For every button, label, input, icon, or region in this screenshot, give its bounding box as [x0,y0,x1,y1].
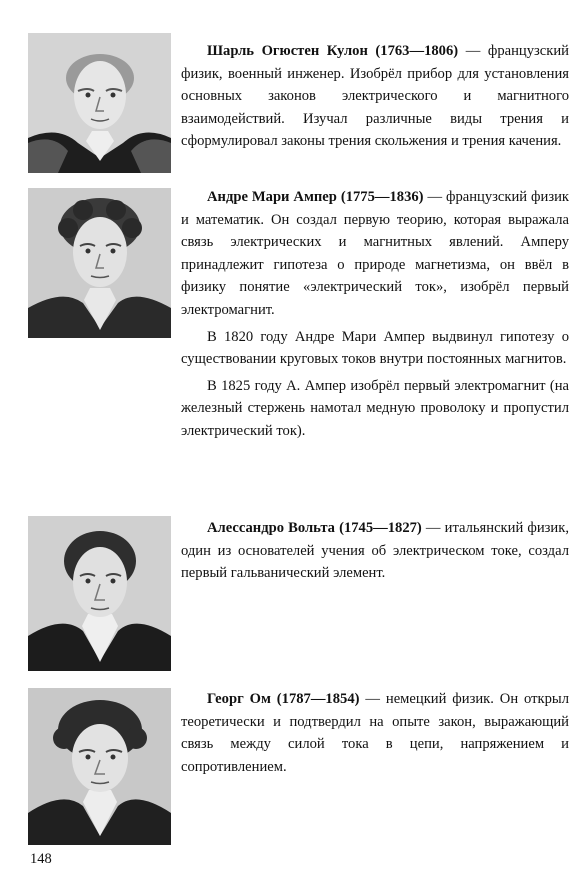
entry-coulomb-text: — французский физик, военный инженер. Изобрёл прибор для установления основных законов электрического и магнитного взаимодействий. Изучал различные виды трения и сформулировал законы трения скольжения и трения качения. [181,43,569,150]
portrait-coulomb [28,33,171,173]
entry-ampere-paragraph [181,186,569,322]
portrait-ohm [28,688,171,845]
entry-ohm [181,688,569,778]
entry-volta [181,517,569,585]
entry-coulomb-paragraph [181,40,569,153]
page-number: 148 [30,851,52,867]
entry-ohm-name: Георг Ом (1787—1854) [207,691,360,707]
entry-coulomb [181,40,569,153]
portrait-volta [28,516,171,671]
entry-ampere-paragraph-1825: В 1825 году А. Ампер изобрёл первый электромагнит (на железный стержень намотал медную проволоку и пропустил электрический ток). [181,377,569,439]
entry-coulomb-name: Шарль Огюстен Кулон (1763—1806) [207,43,459,59]
entry-volta-paragraph [181,517,569,585]
portrait-ampere [28,188,171,338]
entry-ohm-text: — немецкий физик. Он открыл теоретически и подтвердил на опыте закон, выражающий связь между силой тока в цепи, напряжением и сопротивлением. [181,691,569,775]
entry-ampere-name: Андре Мари Ампер (1775—1836) [207,189,424,205]
entry-ampere-paragraph-1820: В 1820 году Андре Мари Ампер выдвинул гипотезу о существовании круговых токов внутри постоянных магнитов. [181,328,569,368]
entry-ohm-paragraph [181,688,569,778]
entry-volta-text: — итальянский физик, один из основателей учения об электрическом токе, создал первый гальванический элемент. [181,520,569,582]
entry-volta-name: Алессандро Вольта (1745—1827) [207,520,422,536]
entry-ampere-text: — французский физик и математик. Он создал первую теорию, которая выражала связь электрических и магнитных явлений. Амперу принадлежит гипотеза о природе магнетизма, он ввёл в физику понятие «электрический ток», изобрёл первый электромагнит. [181,189,569,318]
entry-ampere [181,186,569,443]
